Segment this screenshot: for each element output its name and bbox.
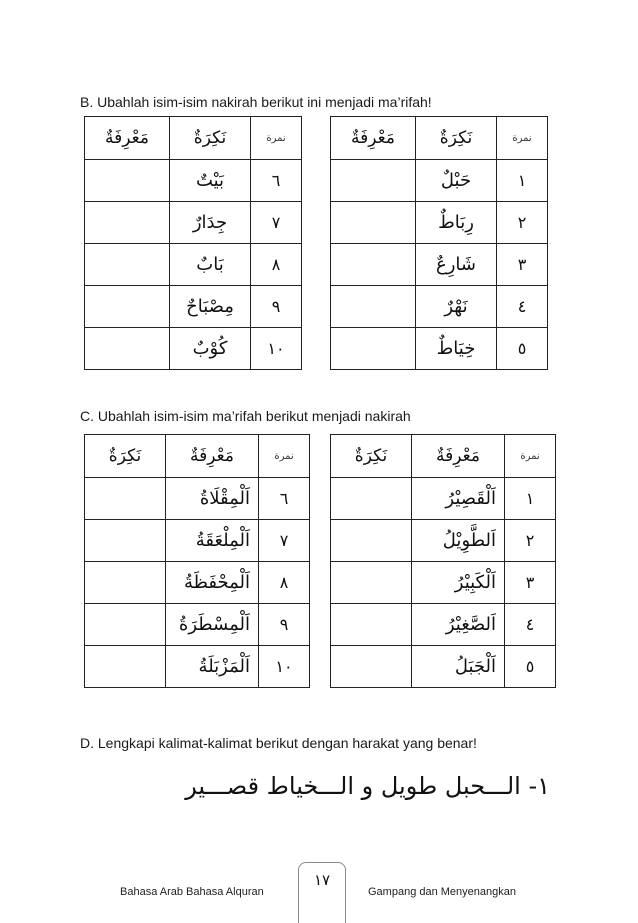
row-number: ٥ [497,328,548,370]
table-row [85,202,302,244]
col-header-nakirah: نَكِرَةٌ [331,435,412,478]
answer-cell[interactable] [331,520,412,562]
answer-cell[interactable] [331,646,412,688]
col-header-nakirah: نَكِرَةٌ [170,117,251,160]
row-number: ٨ [251,244,302,286]
row-number: ٩ [259,604,310,646]
answer-cell[interactable] [331,286,416,328]
table-row [331,604,556,646]
word-cell: اَلْجَبَلُ [412,646,505,688]
col-header-num: نمرة [505,435,556,478]
col-header-marifah: مَعْرِفَةٌ [412,435,505,478]
row-number: ٥ [505,646,556,688]
word-cell: كُوْبٌ [170,328,251,370]
col-header-num: نمرة [259,435,310,478]
section-b-left-table [84,116,302,370]
table-row [331,244,548,286]
col-header-nakirah: نَكِرَةٌ [85,435,166,478]
table-row [331,646,556,688]
exercise-sentence: ١- الـــحبل طويل و الـــخياط قصـــير [185,772,550,800]
row-number: ٦ [259,478,310,520]
word-cell: شَارِعٌ [416,244,497,286]
answer-cell[interactable] [85,562,166,604]
answer-cell[interactable] [331,328,416,370]
row-number: ٢ [497,202,548,244]
row-number: ٤ [505,604,556,646]
table-row [85,520,310,562]
answer-cell[interactable] [85,604,166,646]
table-row [85,604,310,646]
table-row [331,520,556,562]
answer-cell[interactable] [331,604,412,646]
word-cell: اَلْمِلْعَقَةُ [166,520,259,562]
word-cell: بَابٌ [170,244,251,286]
answer-cell[interactable] [85,160,170,202]
table-row [85,286,302,328]
answer-cell[interactable] [85,244,170,286]
answer-cell[interactable] [85,646,166,688]
table-row [85,646,310,688]
col-header-num: نمرة [251,117,302,160]
word-cell: اَلطَّوِيْلُ [412,520,505,562]
row-number: ٤ [497,286,548,328]
word-cell: مِصْبَاحٌ [170,286,251,328]
table-row [331,202,548,244]
table-row [85,328,302,370]
word-cell: اَلصَّغِيْرُ [412,604,505,646]
section-d-heading: D. Lengkapi kalimat-kalimat berikut dengan harakat yang benar! [80,735,477,751]
word-cell: اَلْمِحْفَظَةُ [166,562,259,604]
table-row [85,244,302,286]
col-header-num: نمرة [497,117,548,160]
answer-cell[interactable] [85,478,166,520]
answer-cell[interactable] [85,520,166,562]
word-cell: بَيْتٌ [170,160,251,202]
table-row [331,286,548,328]
col-header-marifah: مَعْرِفَةٌ [85,117,170,160]
answer-cell[interactable] [331,244,416,286]
col-header-marifah: مَعْرِفَةٌ [331,117,416,160]
table-row [85,562,310,604]
row-number: ٣ [497,244,548,286]
word-cell: جِدَارٌ [170,202,251,244]
row-number: ١ [497,160,548,202]
section-c-left-table [84,434,310,688]
word-cell: حَبْلٌ [416,160,497,202]
word-cell: خِيَاطٌ [416,328,497,370]
row-number: ٧ [259,520,310,562]
word-cell: اَلْكَبِيْرُ [412,562,505,604]
answer-cell[interactable] [331,562,412,604]
section-b-heading: B. Ubahlah isim-isim nakirah berikut ini menjadi ma’rifah! [80,94,432,110]
answer-cell[interactable] [331,202,416,244]
section-c-right-table [330,434,556,688]
col-header-marifah: مَعْرِفَةٌ [166,435,259,478]
answer-cell[interactable] [331,160,416,202]
table-row [331,160,548,202]
table-row [331,478,556,520]
word-cell: اَلْمَزْبَلَةُ [166,646,259,688]
word-cell: رِبَاطٌ [416,202,497,244]
table-row [85,160,302,202]
row-number: ٣ [505,562,556,604]
answer-cell[interactable] [85,202,170,244]
row-number: ٧ [251,202,302,244]
table-row [85,478,310,520]
row-number: ٦ [251,160,302,202]
col-header-nakirah: نَكِرَةٌ [416,117,497,160]
table-row [331,562,556,604]
answer-cell[interactable] [331,478,412,520]
word-cell: اَلْمِسْطَرَةُ [166,604,259,646]
section-c-heading: C. Ubahlah isim-isim ma’rifah berikut menjadi nakirah [80,408,411,424]
answer-cell[interactable] [85,286,170,328]
table-row [331,328,548,370]
word-cell: نَهْرٌ [416,286,497,328]
row-number: ١٠ [251,328,302,370]
row-number: ١ [505,478,556,520]
row-number: ٢ [505,520,556,562]
section-b-right-table [330,116,548,370]
word-cell: اَلْمِقْلَاةُ [166,478,259,520]
footer-tagline: Gampang dan Menyenangkan [368,886,516,898]
row-number: ٩ [251,286,302,328]
page-number: ١٧ [298,862,346,923]
row-number: ٨ [259,562,310,604]
footer-book-title: Bahasa Arab Bahasa Alquran [120,886,264,898]
row-number: ١٠ [259,646,310,688]
word-cell: اَلْقَصِيْرُ [412,478,505,520]
answer-cell[interactable] [85,328,170,370]
